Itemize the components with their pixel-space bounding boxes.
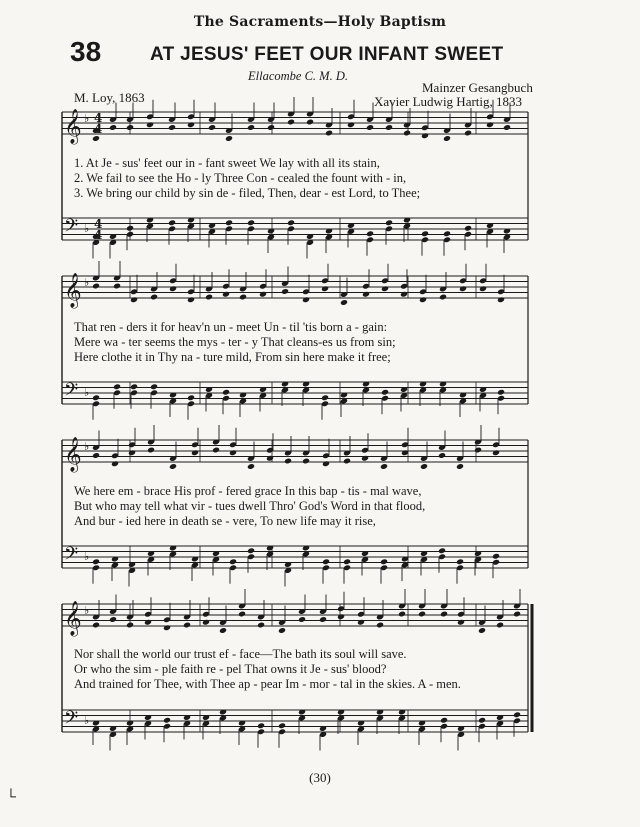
lyric-verse-1: That ren - ders it for heav'n un - meet Un - til 'tis born a - gain: xyxy=(74,320,388,334)
svg-text:♭: ♭ xyxy=(84,604,90,617)
svg-text:♭: ♭ xyxy=(84,276,90,289)
composer: Xavier Ludwig Hartig, 1833 xyxy=(374,94,523,109)
lyric-verse-2: Mere wa - ter seems the mys - ter - y That cleans-es us from sin; xyxy=(74,335,396,349)
svg-text:𝄢: 𝄢 xyxy=(64,380,79,405)
svg-text:𝄢: 𝄢 xyxy=(64,216,79,241)
svg-text:♭: ♭ xyxy=(84,386,90,399)
lyric-verse-2: 2. We fail to see the Ho - ly Three Con - cealed the fount with - in, xyxy=(74,171,407,185)
svg-text:♭: ♭ xyxy=(84,112,90,125)
svg-text:𝄞: 𝄞 xyxy=(64,601,82,636)
lyric-verse-2: But who may tell what vir - tues dwell Thro' God's Word in that flood, xyxy=(74,499,426,513)
lyric-verse-2: Or who the sim - ple faith re - pel That owns it Je - sus' blood? xyxy=(74,662,387,676)
lyric-verse-1: 1. At Je - sus' feet our in - fant sweet We lay with all its stain, xyxy=(74,156,380,170)
svg-text:4: 4 xyxy=(94,122,103,136)
tune-source: Mainzer Gesangbuch xyxy=(422,80,533,95)
svg-text:𝄢: 𝄢 xyxy=(64,544,79,569)
svg-text:♭: ♭ xyxy=(84,550,90,563)
hymn-title: AT JESUS' FEET OUR INFANT SWEET xyxy=(150,44,504,65)
section-header: The Sacraments—Holy Baptism xyxy=(193,14,447,30)
lyric-verse-3: And trained for Thee, with Thee ap - pear Im - mor - tal in the skies. A - men. xyxy=(74,677,461,691)
hymn-number: 38 xyxy=(70,36,102,67)
svg-text:𝄞: 𝄞 xyxy=(64,273,82,308)
svg-text:4: 4 xyxy=(94,228,103,242)
svg-text:𝄞: 𝄞 xyxy=(64,109,82,144)
corner-mark: └ xyxy=(6,790,16,805)
svg-text:4: 4 xyxy=(94,217,103,231)
svg-text:𝄞: 𝄞 xyxy=(64,437,82,472)
svg-text:𝄢: 𝄢 xyxy=(64,708,79,733)
svg-text:♭: ♭ xyxy=(84,440,90,453)
lyric-verse-1: Nor shall the world our trust ef - face—The bath its soul will save. xyxy=(74,647,407,661)
svg-text:4: 4 xyxy=(94,111,103,125)
lyric-verse-3: Here clothe it in Thy na - ture mild, From sin here make it free; xyxy=(74,350,391,364)
lyric-verse-1: We here em - brace His prof - fered grace In this bap - tis - mal wave, xyxy=(74,484,422,498)
tune-name: Ellacombe C. M. D. xyxy=(248,69,348,83)
page-number: (30) xyxy=(309,770,331,785)
text-author: M. Loy, 1863 xyxy=(74,90,145,105)
svg-text:♭: ♭ xyxy=(84,222,90,235)
svg-text:♭: ♭ xyxy=(84,714,90,727)
lyric-verse-3: 3. We bring our child by sin de - filed, Then, dear - est Lord, to Thee; xyxy=(74,186,421,200)
lyric-verse-3: And bur - ied here in death se - vere, To new life may it rise, xyxy=(74,514,376,528)
